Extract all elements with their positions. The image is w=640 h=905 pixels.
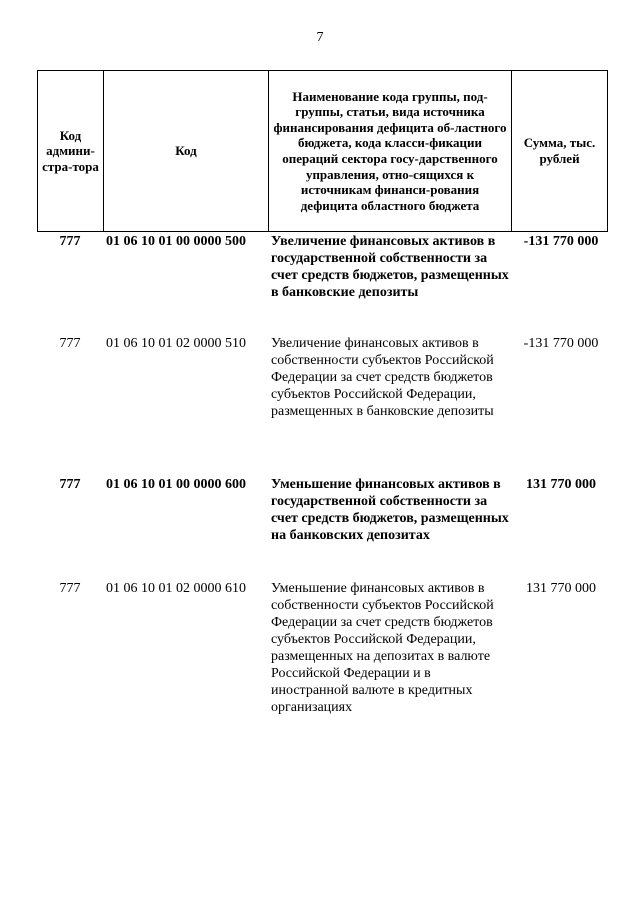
header-sum: Сумма, тыс. рублей	[512, 71, 608, 232]
row-name: Уменьшение финансовых активов в собственности субъектов Российской Федерации за счет средств бюджетов субъектов Российской Федерации, размещенных на депозитах в валюте Российской Федерации и в иностранной валюте в кредитных организациях	[271, 581, 494, 715]
page-number: 7	[316, 30, 324, 45]
row-admin-code: 777	[59, 581, 81, 596]
header-admin-code: Код админи-стра-тора	[38, 71, 104, 232]
row-admin-code: 777	[59, 234, 81, 249]
row-sum: 131 770 000	[526, 477, 596, 492]
row-sum: -131 770 000	[523, 234, 599, 249]
row-sum: -131 770 000	[523, 336, 599, 351]
header-code: Код	[104, 71, 269, 232]
row-name: Увеличение финансовых активов в государственной собственности за счет средств бюджетов, размещенных в банковские депозиты	[271, 234, 509, 300]
row-sum: 131 770 000	[526, 581, 596, 596]
row-admin-code: 777	[59, 477, 81, 492]
row-name: Уменьшение финансовых активов в государственной собственности за счет средств бюджетов, размещенных на банковских депозитах	[271, 477, 509, 543]
row-code: 01 06 10 01 00 0000 500	[106, 234, 246, 249]
table-header	[37, 70, 608, 232]
row-admin-code: 777	[59, 336, 81, 351]
row-code: 01 06 10 01 00 0000 600	[106, 477, 246, 492]
header-name: Наименование кода группы, под-группы, статьи, вида источника финансирования дефицита об-ластного бюджета, кода класси-фикации операций сектора госу-дарственного управления, отно-сящихся к источникам финанси-рования дефицита областного бюджета	[269, 71, 512, 232]
row-code: 01 06 10 01 02 0000 510	[106, 336, 246, 351]
row-name: Увеличение финансовых активов в собственности субъектов Российской Федерации за счет средств бюджетов субъектов Российской Федерации, размещенных в банковские депозиты	[271, 336, 494, 419]
row-code: 01 06 10 01 02 0000 610	[106, 581, 246, 596]
